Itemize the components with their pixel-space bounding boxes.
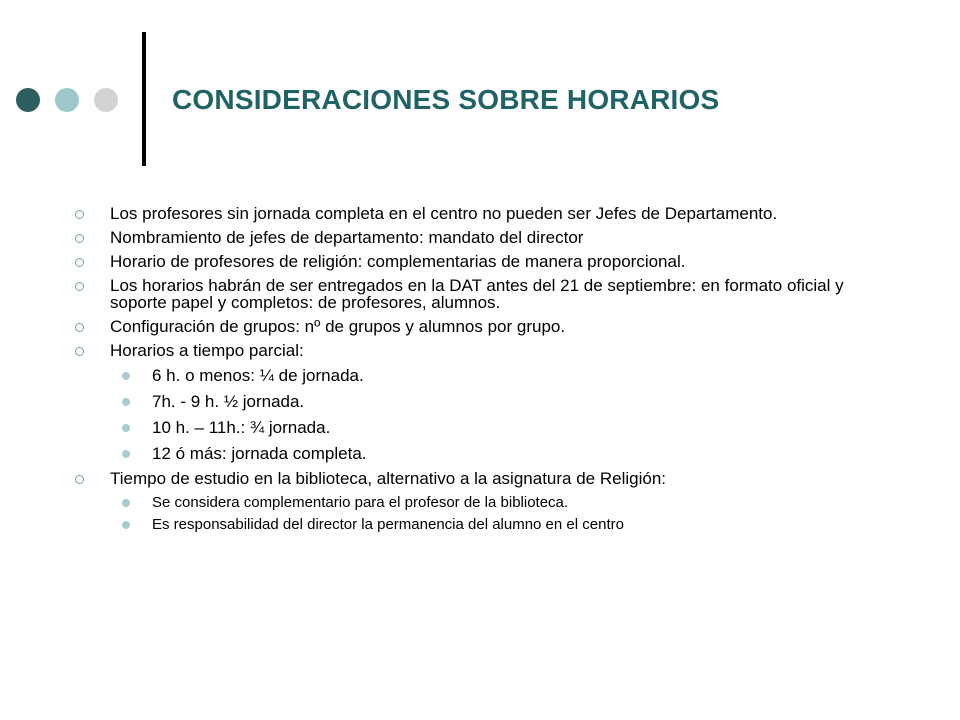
sub-list-item-text: 10 h. – 11h.: ¾ jornada. [152,418,331,437]
list-item-text: Configuración de grupos: nº de grupos y alumnos por grupo. [110,317,566,336]
dot-mid [55,88,79,112]
list-item-text: Horarios a tiempo parcial: [110,341,304,360]
sub-list-item-text: Es responsabilidad del director la permanencia del alumno en el centro [152,516,624,533]
dot-bullet-icon [122,424,130,432]
ring-bullet-icon [75,210,84,219]
ring-bullet-icon [75,347,84,356]
dot-bullet-icon [122,398,130,406]
list-item [110,253,870,270]
sub-list-item-text: 7h. - 9 h. ½ jornada. [152,392,305,411]
sub-list-item [152,516,870,534]
dot-light [94,88,118,112]
list-item [110,229,870,246]
parcial-sublist [110,366,870,464]
ring-bullet-icon [75,234,84,243]
title-divider [142,32,146,166]
sub-list-item [152,418,870,438]
list-item-text: Horario de profesores de religión: complementarias de manera proporcional. [110,252,686,271]
list-item [110,470,870,487]
sub-list-item [152,366,870,386]
slide-title: CONSIDERACIONES SOBRE HORARIOS [172,84,720,115]
ring-bullet-icon [75,258,84,267]
ring-bullet-icon [75,323,84,332]
list-item-text: Nombramiento de jefes de departamento: mandato del director [110,228,584,247]
biblioteca-sublist [110,494,870,534]
sub-list-item-text: 12 ó más: jornada completa. [152,444,367,463]
list-item-text: Los horarios habrán de ser entregados en la DAT antes del 21 de septiembre: en formato oficial y soporte papel y completos: de profesores, alumnos. [110,276,844,312]
list-item [110,342,870,359]
list-item [110,277,870,311]
dot-bullet-icon [122,450,130,458]
ring-bullet-icon [75,282,84,291]
ring-bullet-icon [75,475,84,484]
slide-content [110,205,870,538]
sub-list-item-text: 6 h. o menos: ¼ de jornada. [152,366,364,385]
dot-bullet-icon [122,372,130,380]
dot-bullet-icon [122,521,130,529]
dot-bullet-icon [122,499,130,507]
dot-dark [16,88,40,112]
sub-list-item-text: Se considera complementario para el profesor de la biblioteca. [152,494,569,511]
sub-list-item [152,444,870,464]
list-item [110,318,870,335]
decorative-dots [16,88,118,112]
sub-list-item [152,494,870,512]
list-item-text: Los profesores sin jornada completa en el centro no pueden ser Jefes de Departamento. [110,204,778,223]
list-item [110,205,870,222]
sub-list-item [152,392,870,412]
list-item-text: Tiempo de estudio en la biblioteca, alternativo a la asignatura de Religión: [110,469,666,488]
